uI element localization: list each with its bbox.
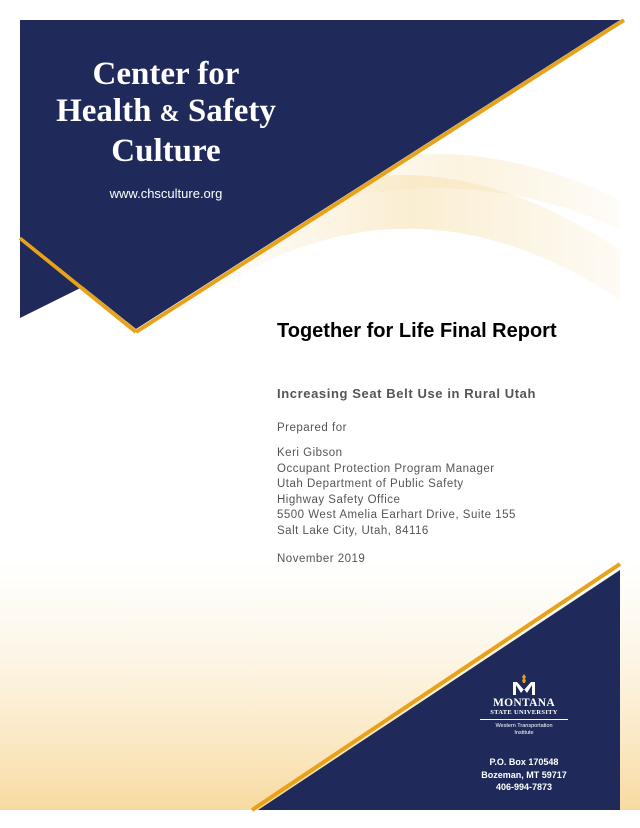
brand-line-3: Culture (111, 133, 221, 169)
phone-number: 406-994-7873 (495, 782, 553, 792)
recipient-office: Highway Safety Office (277, 493, 401, 506)
recipient-name: Keri Gibson (277, 447, 343, 459)
po-box: P.O. Box 170548 (489, 757, 559, 767)
montana-state-m-icon (511, 674, 537, 696)
recipient-city: Salt Lake City, Utah, 84116 (277, 524, 429, 537)
msu-institute-line1: Western Transportation (495, 723, 553, 729)
msu-divider (480, 719, 568, 720)
msu-logo (474, 674, 574, 737)
brand-line-2: Health & Safety (56, 93, 276, 129)
msu-university: STATE UNIVERSITY (490, 709, 558, 716)
chs-culture-logo (40, 56, 292, 170)
msu-institute-line2: Institute (514, 730, 534, 736)
recipient-department: Utah Department of Public Safety (277, 478, 464, 490)
brand-line-1: Center for (92, 56, 240, 92)
prepared-for-label: Prepared for (277, 422, 347, 434)
report-date: November 2019 (277, 553, 366, 565)
report-subtitle: Increasing Seat Belt Use in Rural Utah (277, 386, 537, 401)
msu-address (474, 756, 574, 794)
city-state-zip: Bozeman, MT 59717 (481, 769, 567, 780)
recipient-block (277, 446, 516, 539)
website-url: www.chsculture.org (109, 186, 223, 201)
msu-name: MONTANA (493, 697, 555, 709)
report-title: Together for Life Final Report (277, 320, 557, 342)
recipient-role: Occupant Protection Program Manager (277, 462, 495, 475)
recipient-street: 5500 West Amelia Earhart Drive, Suite 155 (277, 509, 516, 521)
